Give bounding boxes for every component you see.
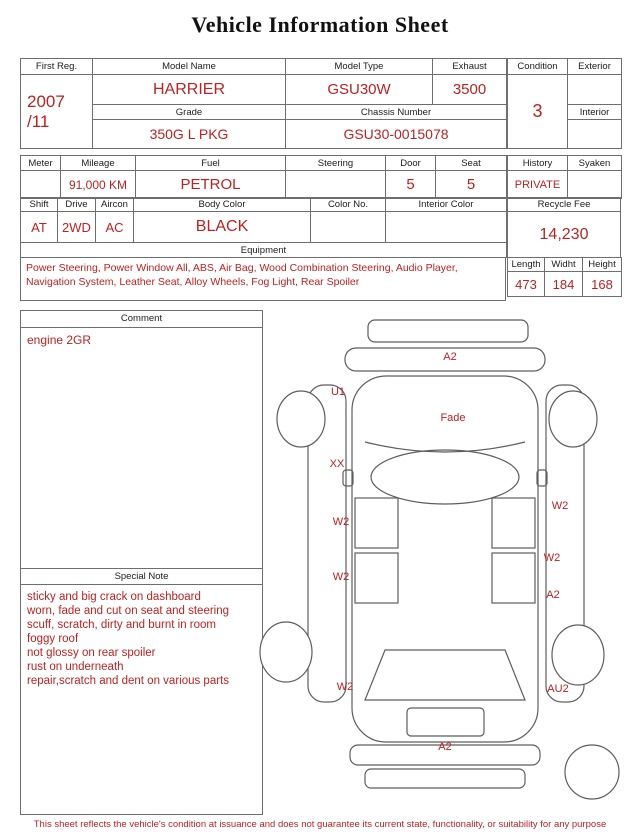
- damage-mark: Fade: [440, 412, 466, 424]
- wheel-front-left: [277, 391, 325, 447]
- recycle-fee-table: [507, 197, 621, 258]
- shift-value: AT: [21, 212, 58, 243]
- front-roof-view: [368, 320, 528, 342]
- recycle-fee-label: Recycle Fee: [508, 198, 621, 212]
- grade-label: Grade: [93, 105, 286, 120]
- interior-grade-cell: [568, 120, 622, 149]
- mid-table-a: [20, 155, 507, 199]
- first-reg-value: [21, 75, 93, 149]
- exhaust-value: 3500: [433, 75, 507, 105]
- color-no-label: Color No.: [311, 198, 386, 212]
- special-note-line: foggy roof: [27, 633, 79, 646]
- condition-value: 3: [508, 75, 568, 149]
- door-value: 5: [386, 171, 436, 199]
- mileage-value: 91,000 KM: [61, 171, 136, 199]
- special-note-line: not glossy on rear spoiler: [27, 647, 156, 660]
- aircon-label: Aircon: [96, 198, 134, 212]
- first-reg-year: 2007: [27, 91, 65, 111]
- interior-color-label: Interior Color: [386, 198, 507, 212]
- special-note-line: rust on underneath: [27, 661, 124, 674]
- mid-table-b: [20, 197, 507, 243]
- aircon-value: AC: [96, 212, 134, 243]
- car-damage-diagram: [257, 312, 634, 812]
- interior-label: Interior: [568, 105, 622, 120]
- damage-mark: U1: [330, 386, 346, 398]
- rear-hatch: [407, 708, 484, 736]
- comment-text: engine 2GR: [27, 333, 92, 347]
- recycle-fee-value: 14,230: [508, 212, 621, 258]
- car-body-top-view: [352, 376, 538, 742]
- mileage-label: Mileage: [61, 156, 136, 171]
- rear-roof-view: [365, 769, 525, 788]
- height-label: Height: [583, 258, 622, 272]
- door-label: Door: [386, 156, 436, 171]
- shift-label: Shift: [21, 198, 58, 212]
- special-note-line: repair,scratch and dent on various parts: [27, 675, 230, 688]
- right-front-door: [492, 498, 535, 548]
- color-no-value: [311, 212, 386, 243]
- exhaust-label: Exhaust: [433, 59, 507, 75]
- chassis-number-value: GSU30-0015078: [286, 120, 507, 149]
- comment-box: [20, 310, 263, 815]
- damage-mark: W2: [336, 681, 354, 693]
- history-table: [507, 155, 622, 199]
- top-right-table: [507, 58, 622, 149]
- steering-label: Steering: [286, 156, 386, 171]
- left-front-door: [355, 498, 398, 548]
- exterior-label: Exterior: [568, 59, 622, 75]
- special-note-line: worn, fade and cut on seat and steering: [27, 605, 230, 618]
- condition-label: Condition: [508, 59, 568, 75]
- dimensions-table: [507, 257, 622, 297]
- body-color-label: Body Color: [134, 198, 311, 212]
- width-value: 184: [545, 272, 583, 297]
- model-name-label: Model Name: [93, 59, 286, 75]
- steering-value: [286, 171, 386, 199]
- seat-label: Seat: [436, 156, 507, 171]
- model-name-value: HARRIER: [93, 75, 286, 105]
- top-left-table: [20, 58, 507, 149]
- syaken-value: [568, 171, 622, 199]
- damage-mark: A2: [546, 589, 560, 601]
- equipment-header-row: [20, 242, 507, 258]
- disclaimer-text: This sheet reflects the vehicle's condition at issuance and does not guarantee its current state, functionality, or suitability for any purpose: [33, 819, 607, 830]
- comment-header: Comment: [21, 311, 262, 328]
- exterior-grade-cell: [568, 75, 622, 105]
- wheel-rear-right: [552, 625, 604, 685]
- meter-label: Meter: [21, 156, 61, 171]
- syaken-label: Syaken: [568, 156, 622, 171]
- meter-value: [21, 171, 61, 199]
- right-rear-door: [492, 553, 535, 603]
- damage-mark: XX: [329, 458, 345, 470]
- height-value: 168: [583, 272, 622, 297]
- wheel-front-right: [549, 391, 597, 447]
- interior-color-value: [386, 212, 507, 243]
- damage-mark: W2: [332, 516, 350, 528]
- drive-label: Drive: [58, 198, 96, 212]
- first-reg-month: /11: [27, 111, 50, 131]
- equipment-text: Power Steering, Power Window All, ABS, Air Bag, Wood Combination Steering, Audio Player, Navigation System, Leather Seat, Alloy Wheels, Fog Light, Rear Spoiler: [20, 257, 506, 301]
- history-label: History: [508, 156, 568, 171]
- length-label: Length: [508, 258, 545, 272]
- special-note-line: scuff, scratch, dirty and burnt in room: [27, 619, 216, 632]
- width-label: Widht: [545, 258, 583, 272]
- wheel-rear-left: [260, 622, 312, 682]
- body-color-value: BLACK: [134, 212, 311, 243]
- grade-value: 350G L PKG: [93, 120, 286, 149]
- seat-value: 5: [436, 171, 507, 199]
- special-note-header: Special Note: [21, 568, 262, 585]
- page-title: Vehicle Information Sheet: [191, 12, 449, 37]
- length-value: 473: [508, 272, 545, 297]
- rear-window: [365, 650, 525, 700]
- damage-mark: W2: [332, 571, 350, 583]
- model-type-value: GSU30W: [286, 75, 433, 105]
- left-rear-door: [355, 553, 398, 603]
- history-value: PRIVATE: [508, 171, 568, 199]
- damage-mark: W2: [551, 500, 569, 512]
- windshield: [371, 450, 519, 504]
- damage-mark: W2: [543, 552, 561, 564]
- special-note-list: [21, 585, 262, 693]
- damage-mark: A2: [443, 351, 457, 363]
- chassis-number-label: Chassis Number: [286, 105, 507, 120]
- spare-tire: [565, 745, 619, 799]
- first-reg-label: First Reg.: [21, 59, 93, 75]
- equipment-label: Equipment: [21, 243, 507, 258]
- fuel-value: PETROL: [136, 171, 286, 199]
- model-type-label: Model Type: [286, 59, 433, 75]
- damage-mark: AU2: [547, 683, 569, 695]
- special-note-line: sticky and big crack on dashboard: [27, 591, 201, 603]
- damage-mark: A2: [438, 741, 452, 753]
- drive-value: 2WD: [58, 212, 96, 243]
- fuel-label: Fuel: [136, 156, 286, 171]
